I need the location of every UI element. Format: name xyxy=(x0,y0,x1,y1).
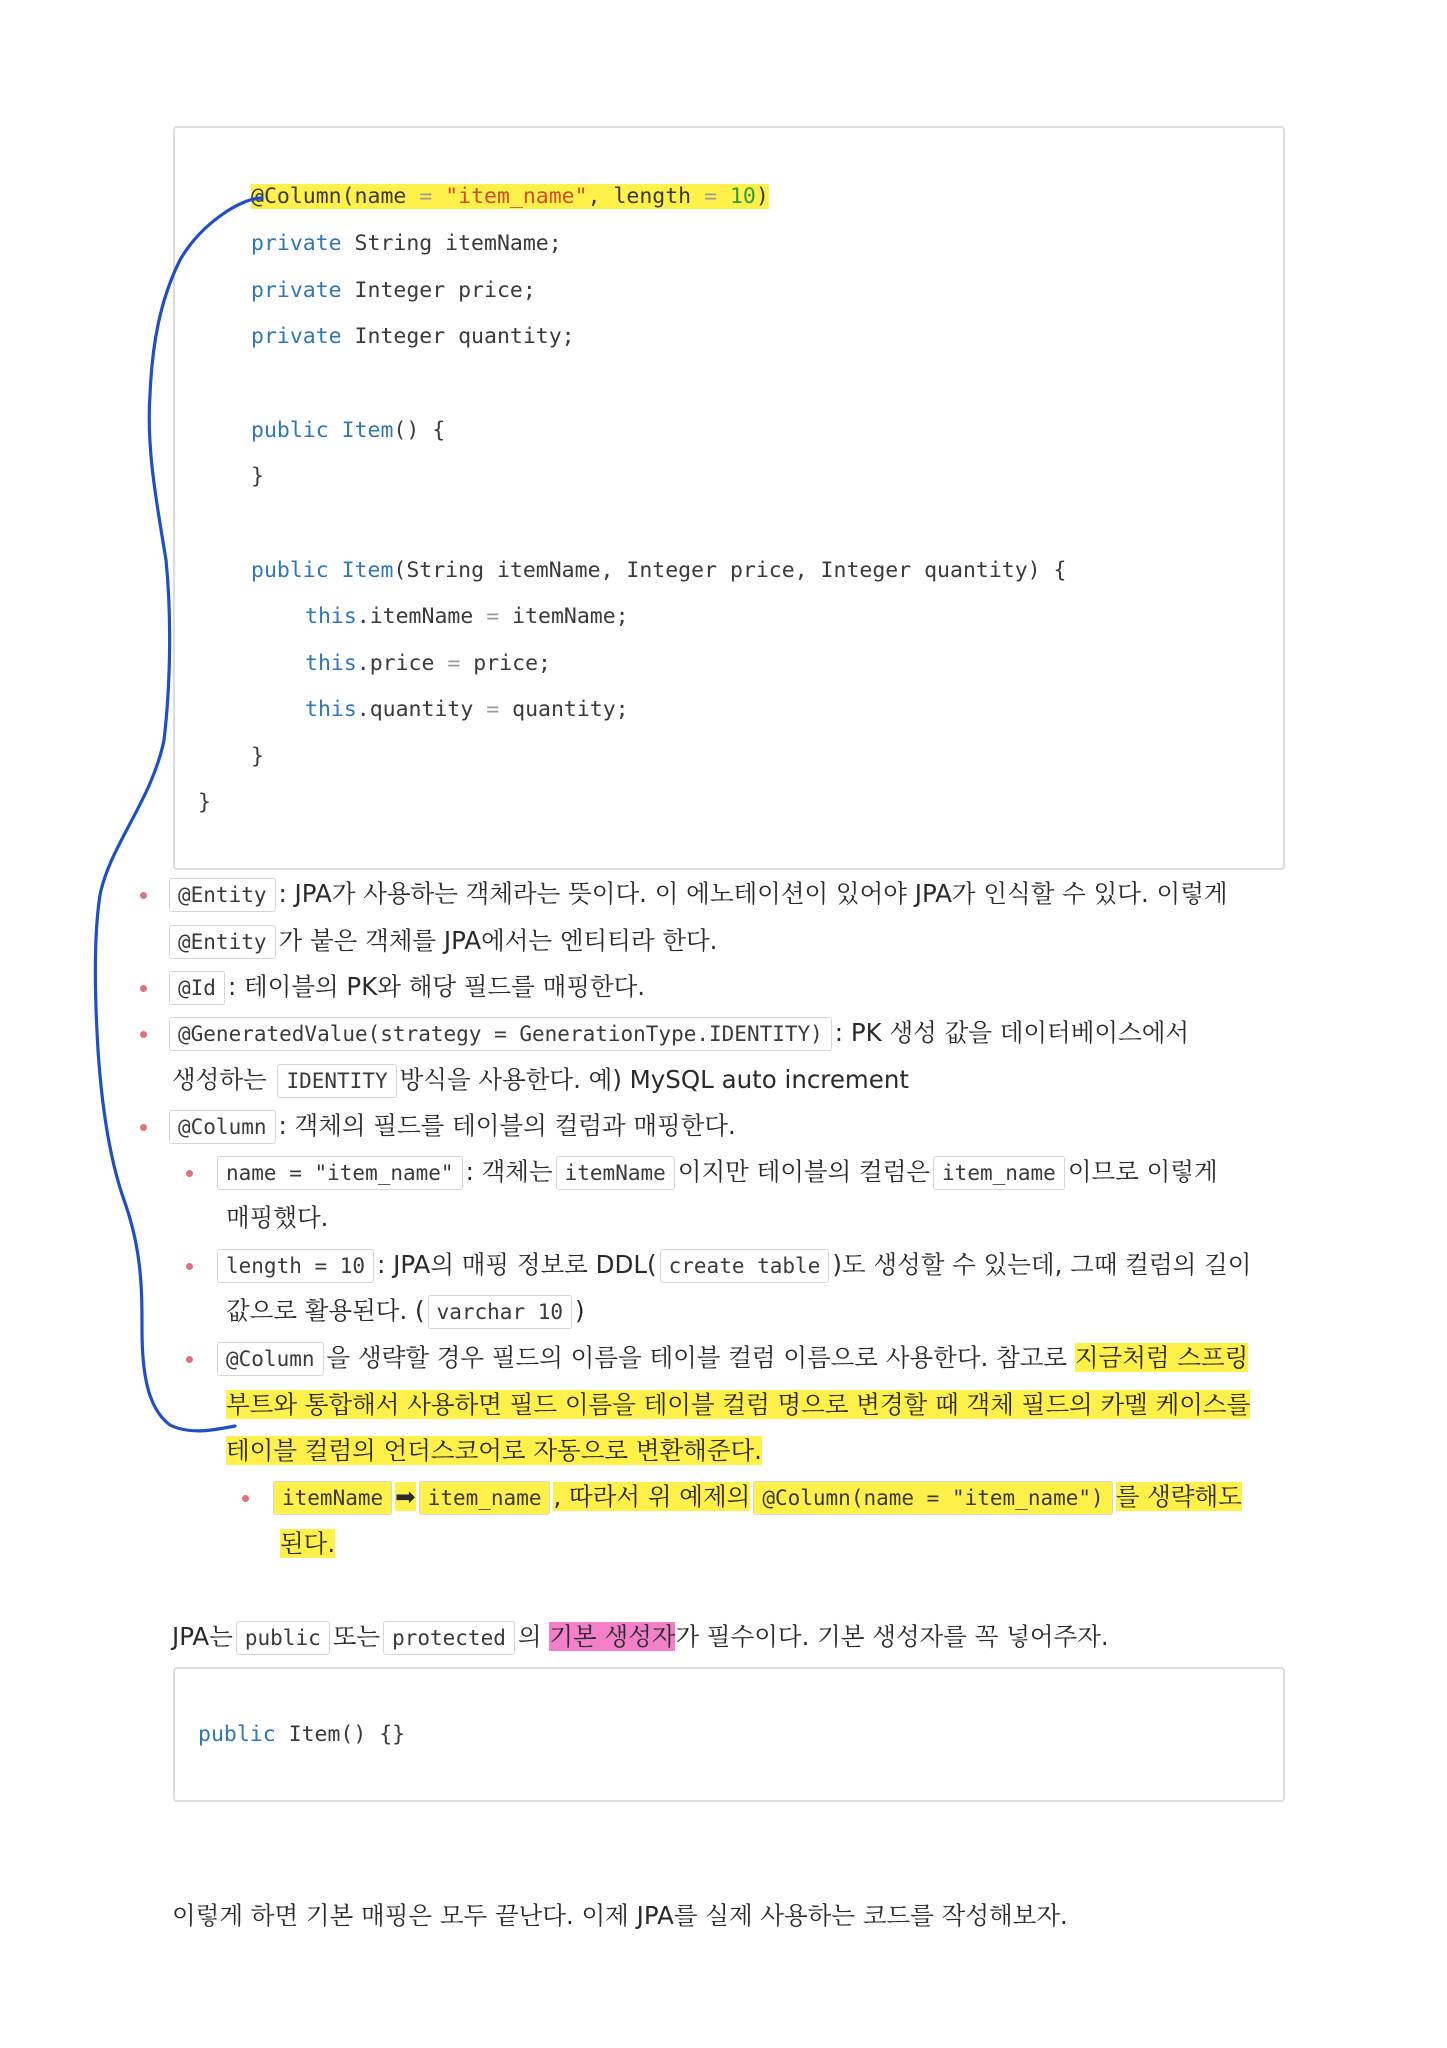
bullet-dot xyxy=(140,1124,147,1131)
code-line-assign-quantity: this.quantity = quantity; xyxy=(305,697,629,722)
bullet-generated-line1: @GeneratedValue(strategy = GenerationType.IDENTITY) : PK 생성 값을 데이터베이스에서 xyxy=(166,1014,1189,1053)
sub-sub-bullet-line2: 된다. xyxy=(280,1529,336,1558)
sub-sub-bullet-dot xyxy=(242,1495,249,1502)
sub-bullet-length-line2: 값으로 활용된다. ( varchar 10 ) xyxy=(226,1292,585,1331)
sub-bullet-name-line2: 매핑했다. xyxy=(226,1203,329,1232)
bullet-id: @Id : 테이블의 PK와 해당 필드를 매핑한다. xyxy=(166,968,645,1007)
bullet-column: @Column : 객체의 필드를 테이블의 컬럼과 매핑한다. xyxy=(166,1107,736,1146)
sub-bullet-length-line1: length = 10 : JPA의 매핑 정보로 DDL( create table )도 생성할 수 있는데, 그때 컬럼의 길이 xyxy=(214,1246,1251,1285)
code-line-itemname-field: private String itemName; xyxy=(251,231,562,256)
bullet-entity-line1: @Entity : JPA가 사용하는 객체라는 뜻이다. 이 에노테이션이 있어야 JPA가 인식할 수 있다. 이렇게 xyxy=(166,875,1228,914)
bullet-dot xyxy=(140,892,147,899)
sub-bullet-dot xyxy=(186,1356,193,1363)
code-line-column-annotation: @Column(name = "item_name", length = 10) xyxy=(251,184,769,209)
sub-bullet-omit-line2: 부트와 통합해서 사용하면 필드 이름을 테이블 컬럼 명으로 변경할 때 객체 필드의 카멜 케이스를 xyxy=(226,1390,1251,1419)
sub-bullet-dot xyxy=(186,1170,193,1177)
code-line-default-ctor-close: } xyxy=(251,464,264,489)
sub-bullet-name-line1: name = "item_name" : 객체는 itemName 이지만 테이블의 컬럼은 item_name 이므로 이렇게 xyxy=(214,1153,1218,1192)
bullet-generated-line2: 생성하는 IDENTITY 방식을 사용한다. 예) MySQL auto increment xyxy=(172,1061,909,1100)
bullet-dot xyxy=(140,1031,147,1038)
closing-paragraph: 이렇게 하면 기본 매핑은 모두 끝난다. 이제 JPA를 실제 사용하는 코드를 작성해보자. xyxy=(172,1901,1068,1930)
code-line-full-ctor: public Item(String itemName, Integer price, Integer quantity) { xyxy=(251,558,1067,583)
code-line-default-ctor: public Item() { xyxy=(251,418,446,443)
sub-bullet-omit-line1: @Column 을 생략할 경우 필드의 이름을 테이블 컬럼 이름으로 사용한다. 참고로 지금처럼 스프링 xyxy=(214,1339,1248,1378)
code-line-class-close: } xyxy=(198,790,211,815)
paragraph-default-constructor: JPA는 public 또는 protected 의 기본 생성자가 필수이다. 기본 생성자를 꼭 넣어주자. xyxy=(172,1618,1109,1657)
code-line-assign-itemname: this.itemName = itemName; xyxy=(305,604,629,629)
sub-sub-bullet-line1: itemName ➡ item_name , 따라서 위 예제의 @Column(name = "item_name") 를 생략해도 xyxy=(270,1478,1242,1517)
bullet-dot xyxy=(140,985,147,992)
bullet-entity-line2: @Entity 가 붙은 객체를 JPA에서는 엔티티라 한다. xyxy=(166,922,717,961)
code-line-quantity-field: private Integer quantity; xyxy=(251,324,575,349)
code-line-full-ctor-close: } xyxy=(251,744,264,769)
code-line-assign-price: this.price = price; xyxy=(305,651,551,676)
sub-bullet-dot xyxy=(186,1263,193,1270)
code-line-public-item-empty: public Item() {} xyxy=(198,1722,406,1747)
sub-bullet-omit-line3: 테이블 컬럼의 언더스코어로 자동으로 변환해준다. xyxy=(226,1436,762,1465)
code-line-price-field: private Integer price; xyxy=(251,278,536,303)
